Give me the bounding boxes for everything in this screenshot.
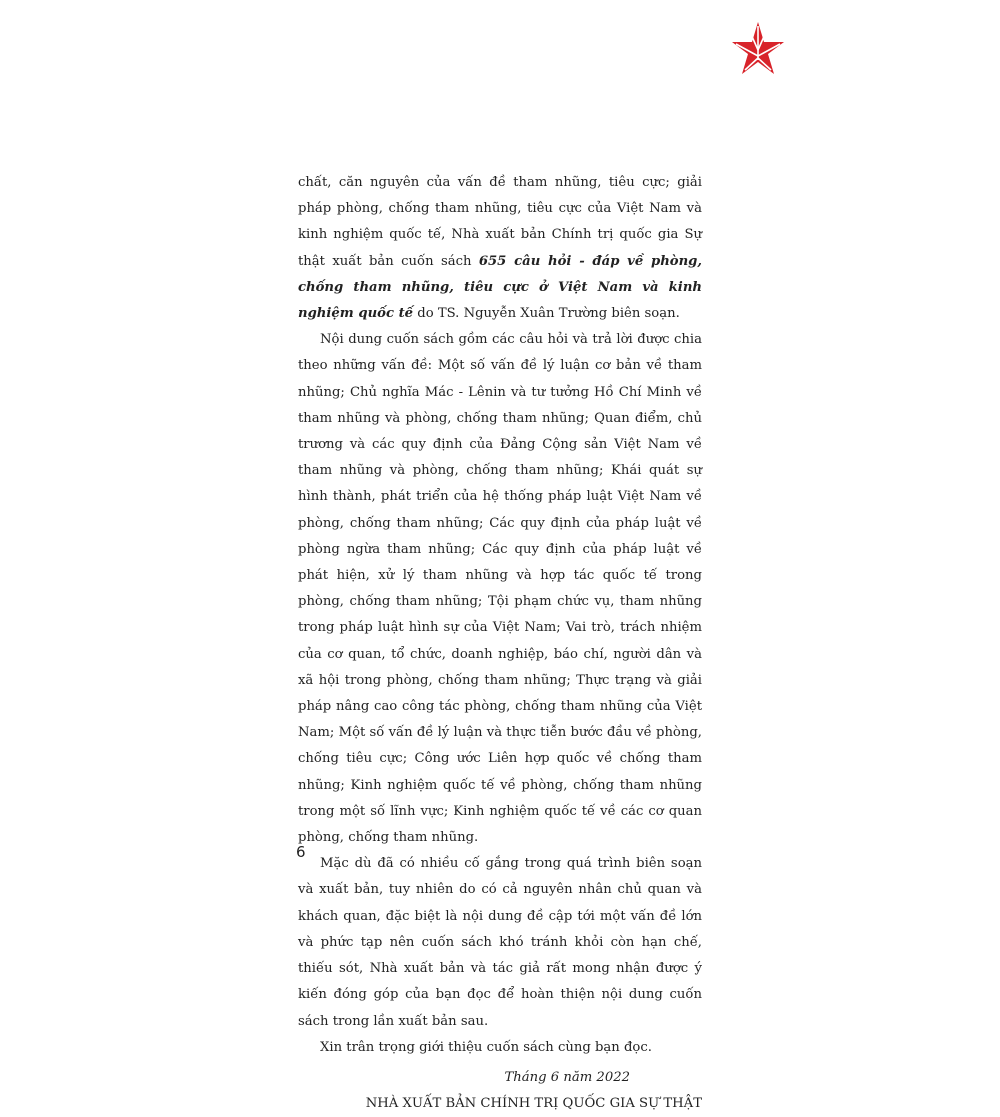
paragraph-content: Nội dung cuốn sách gồm các câu hỏi và trả lời được chia theo những vấn đề: Một số vấn đề lý luận cơ bản về tham nhũng; Chủ nghĩa Mác - Lênin và tư tưởng Hồ Chí Minh về tham nhũng và phòng, chống tham nhũng; Quan điểm, chủ trương và các quy định của Đảng Cộng sản Việt Nam về tham nhũng và phòng, chống tham nhũng; Khái quát sự hình thành, phát triển của hệ thống pháp luật Việt Nam về phòng, chống tham nhũng; Các quy định của pháp luật về phòng ngừa tham nhũng; Các quy định của pháp luật về phát hiện, xử lý tham nhũng và hợp tác quốc tế trong phòng, chống tham nhũng; Tội phạm chức vụ, tham nhũng trong pháp luật hình sự của Việt Nam; Vai trò, trách nhiệm của cơ quan, tổ chức, doanh nghiệp, báo chí, người dân và xã hội trong phòng, chống tham nhũng; Thực trạng và giải pháp nâng cao công tác phòng, chống tham nhũng của Việt Nam; Một số vấn đề lý luận và thực tiễn bước đầu về phòng, chống tiêu cực; Công ước Liên hợp quốc về chống tham nhũng; Kinh nghiệm quốc tế về phòng, chống tham nhũng trong một số lĩnh vực; Kinh nghiệm quốc tế về các cơ quan phòng, chống tham nhũng. [298, 332, 702, 846]
body-text [298, 170, 702, 1117]
publisher-signature: NHÀ XUẤT BẢN CHÍNH TRỊ QUỐC GIA SỰ THẬT [365, 1096, 702, 1112]
date-line: Tháng 6 năm 2022 [504, 1069, 630, 1085]
paragraph-closing: Xin trân trọng giới thiệu cuốn sách cùng bạn đọc. [320, 1039, 652, 1055]
paragraph-acknowledgement: Mặc dù đã có nhiều cố gắng trong quá trình biên soạn và xuất bản, tuy nhiên do có cả nguyên nhân chủ quan và khách quan, đặc biệt là nội dung đề cập tới một vấn đề lớn và phức tạp nên cuốn sách khó tránh khỏi còn hạn chế, thiếu sót, Nhà xuất bản và tác giả rất mong nhận được ý kiến đóng góp của bạn đọc để hoàn thiện nội dung cuốn sách trong lần xuất bản sau. [298, 856, 702, 1029]
publisher-star-logo-icon [728, 20, 788, 80]
intro-text: chất, căn nguyên của vấn đề tham nhũng, tiêu cực; giải pháp phòng, chống tham nhũng, tiêu cực của Việt Nam và kinh nghiệm quốc tế, Nhà xuất bản Chính trị quốc gia Sự thật xuất bản cuốn sách [298, 175, 702, 269]
paragraph-intro [298, 170, 702, 327]
page-number: 6 [296, 843, 306, 861]
intro-text-end: do TS. Nguyễn Xuân Trường biên soạn. [413, 306, 680, 322]
book-title: 655 câu hỏi - đáp về phòng, chống tham nhũng, tiêu cực ở Việt Nam và kinh nghiệm quốc tế [298, 253, 702, 322]
